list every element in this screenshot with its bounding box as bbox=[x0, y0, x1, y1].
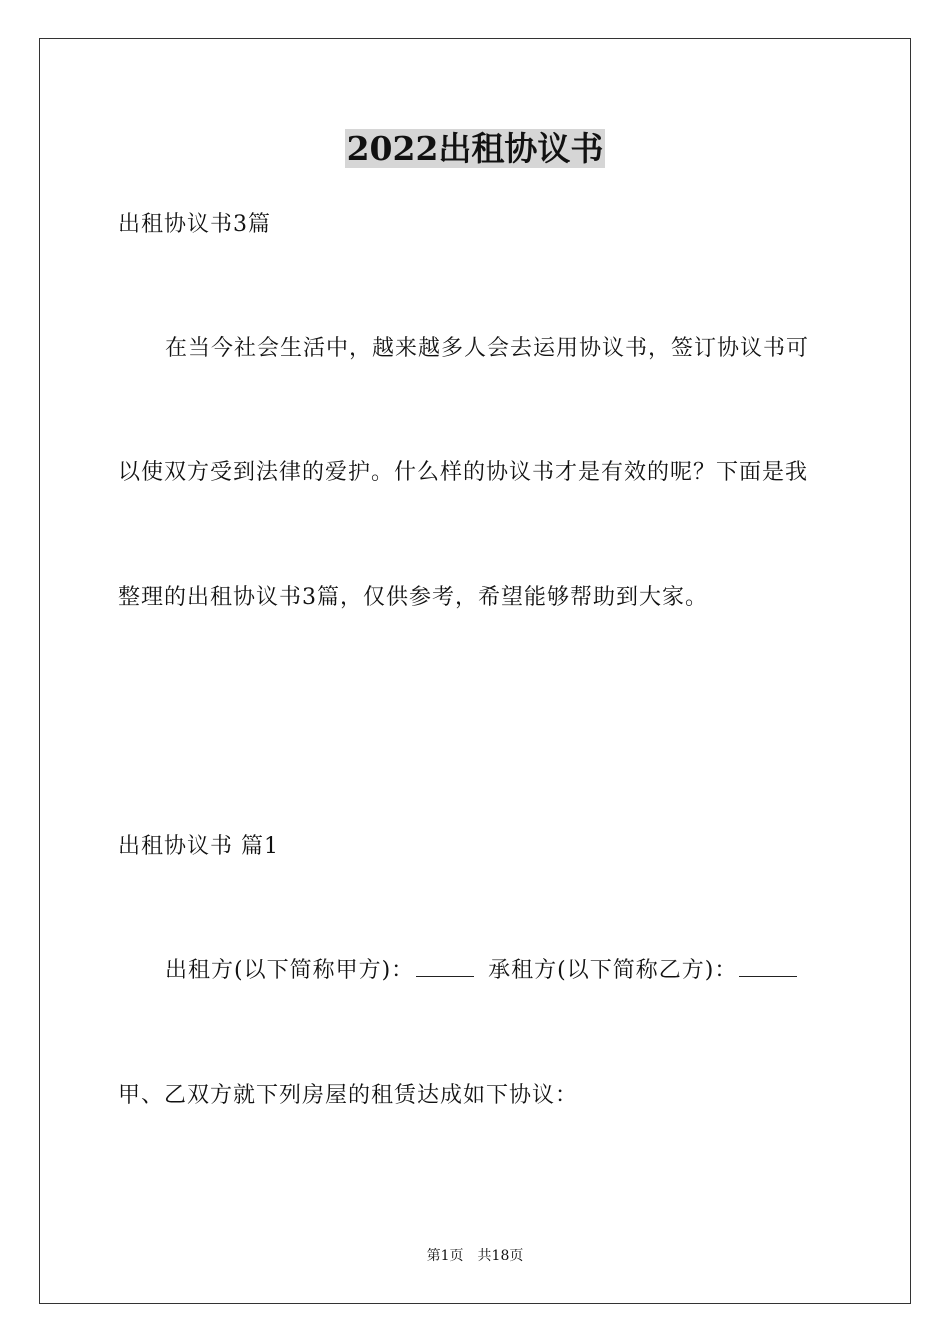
lessor-blank bbox=[416, 956, 474, 977]
document-subtitle: 出租协议书3篇 bbox=[118, 212, 271, 237]
intro-line-3: 整理的出租协议书3篇，仅供参考，希望能够帮助到大家。 bbox=[118, 585, 708, 610]
lessor-label: 出租方(以下简称甲方)： bbox=[165, 958, 415, 983]
intro-line-2: 以使双方受到法律的爱护。什么样的协议书才是有效的呢？下面是我 bbox=[118, 460, 809, 485]
page-number: 第1页 bbox=[426, 1248, 464, 1264]
page-total: 共18页 bbox=[477, 1248, 524, 1264]
parties-line bbox=[165, 956, 835, 986]
section-heading: 出租协议书 篇1 bbox=[118, 834, 279, 859]
lessee-blank bbox=[739, 956, 797, 977]
document-title-text: 2022出租协议书 bbox=[346, 129, 604, 168]
agreement-line: 甲、乙双方就下列房屋的租赁达成如下协议： bbox=[118, 1083, 579, 1108]
document-title bbox=[0, 128, 950, 170]
intro-line-1: 在当今社会生活中，越来越多人会去运用协议书，签订协议书可 bbox=[165, 336, 810, 361]
lessee-label: 承租方(以下简称乙方)： bbox=[488, 958, 738, 983]
page-footer bbox=[0, 1246, 950, 1266]
